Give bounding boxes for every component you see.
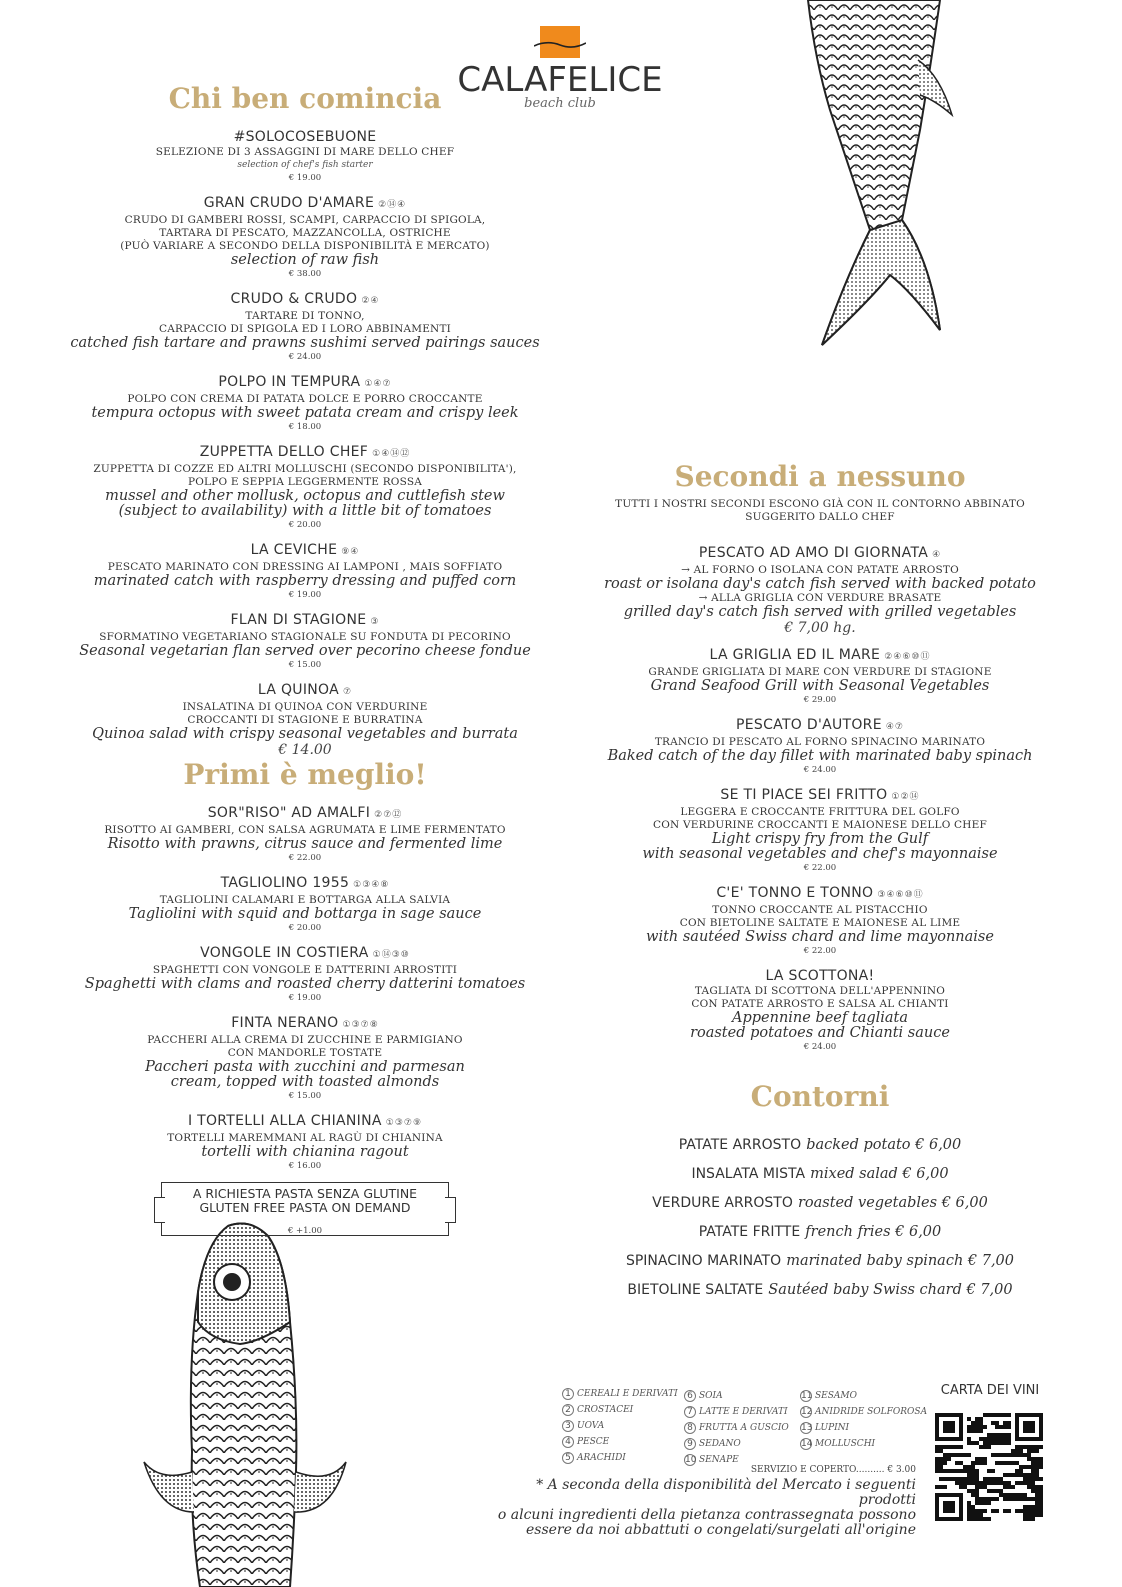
dish-description-it: TAGLIATA DI SCOTTONA DELL'APPENNINO xyxy=(694,985,946,997)
dish-name xyxy=(585,544,1055,564)
allergen-entry xyxy=(800,1388,927,1404)
dish-description-en: (subject to availability) with a little bit of tomatoes xyxy=(118,503,492,519)
dish-description-it: TAGLIOLINI CALAMARI E BOTTARGA ALLA SALVIA xyxy=(159,894,451,906)
dish-description-it: TONNO CROCCANTE AL PISTACCHIO xyxy=(712,904,928,916)
firsts-list xyxy=(70,804,540,1172)
dish-name xyxy=(70,373,540,393)
dish-description-en: cream, topped with toasted almonds xyxy=(170,1074,440,1090)
seconds-list xyxy=(585,544,1055,1053)
allergen-codes: ①②⑭ xyxy=(891,792,920,802)
gluten-free-line-en: GLUTEN FREE PASTA ON DEMAND xyxy=(199,1200,411,1215)
side-dish-name: VERDURE ARROSTO xyxy=(652,1195,793,1211)
dish-price: € 22.00 xyxy=(803,863,837,873)
menu-item xyxy=(70,290,540,363)
dish-price: € 29.00 xyxy=(803,695,837,705)
dish-name-text: POLPO IN TEMPURA xyxy=(218,374,361,390)
allergen-codes: ①③⑦⑨ xyxy=(385,1118,423,1128)
dish-description-en: tempura octopus with sweet patata cream and crispy leek xyxy=(91,405,519,421)
section-title-starters: Chi ben comincia xyxy=(168,82,442,115)
dish-description-en: Spaghetti with clams and roasted cherry datterini tomatoes xyxy=(84,976,526,992)
allergen-codes: ③④⑥⑩⑪ xyxy=(877,890,924,900)
dish-description-it: CARPACCIO DI SPIGOLA ED I LORO ABBINAMENTI xyxy=(159,323,451,335)
dish-description-it: TARTARA DI PESCATO, MAZZANCOLLA, OSTRICHE xyxy=(159,227,451,239)
allergen-number: 4 xyxy=(562,1436,574,1448)
wine-list-qr-code[interactable] xyxy=(935,1413,1043,1521)
footnote-line: o alcuni ingredienti della pietanza contrassegnata possono xyxy=(497,1507,916,1523)
allergen-number: 7 xyxy=(684,1406,696,1418)
menu-item xyxy=(585,884,1055,957)
dish-description-it: LEGGERA E CROCCANTE FRITTURA DEL GOLFO xyxy=(680,806,960,818)
allergen-number: 3 xyxy=(562,1420,574,1432)
dish-price: € 19.00 xyxy=(288,590,322,600)
dish-description-it: SFORMATINO VEGETARIANO STAGIONALE SU FONDUTA DI PECORINO xyxy=(99,631,511,643)
dish-name xyxy=(70,128,540,146)
allergen-entry xyxy=(684,1404,789,1420)
dish-description-it: CON PATATE ARROSTO E SALSA AL CHIANTI xyxy=(691,998,949,1010)
dish-description-it: POLPO E SEPPIA LEGGERMENTE ROSSA xyxy=(187,476,422,488)
dish-name-text: CRUDO & CRUDO xyxy=(230,291,358,307)
menu-item xyxy=(70,874,540,934)
sides-section xyxy=(585,1080,1055,1304)
menu-item xyxy=(70,194,540,280)
fish-head-illustration xyxy=(140,1222,360,1587)
dish-price: € 20.00 xyxy=(288,520,322,530)
firsts-section xyxy=(70,758,540,1236)
menu-item xyxy=(70,681,540,758)
dish-price: € 15.00 xyxy=(288,1091,322,1101)
dish-description-it: → ALLA GRIGLIA CON VERDURE BRASATE xyxy=(698,592,942,604)
dish-name-text: LA GRIGLIA ED IL MARE xyxy=(709,647,881,663)
menu-item xyxy=(70,443,540,531)
dish-description-it: PACCHERI ALLA CREMA DI ZUCCHINE E PARMIGIANO xyxy=(147,1034,463,1046)
allergen-number: 13 xyxy=(801,1423,813,1433)
dish-price: € 15.00 xyxy=(288,660,322,670)
dish-description-en: with sautéed Swiss chard and lime mayonnaise xyxy=(646,929,994,945)
allergen-number: 8 xyxy=(684,1422,696,1434)
dish-description-en: Appennine beef tagliata xyxy=(731,1010,909,1026)
side-dish-description: Sautéed baby Swiss chard € 7,00 xyxy=(768,1282,1013,1298)
menu-item xyxy=(70,1014,540,1102)
dish-name xyxy=(585,786,1055,806)
allergen-codes: ⑦ xyxy=(343,687,353,697)
side-dish-description: backed potato € 6,00 xyxy=(806,1137,962,1153)
side-dish-name: PATATE FRITTE xyxy=(698,1224,801,1240)
dish-name-text: PESCATO AD AMO DI GIORNATA xyxy=(698,545,929,561)
dish-description-it: → AL FORNO O ISOLANA CON PATATE ARROSTO xyxy=(681,564,959,576)
side-dish-description: mixed salad € 6,00 xyxy=(810,1166,949,1182)
dish-name-text: GRAN CRUDO D'AMARE xyxy=(203,195,375,211)
menu-item xyxy=(70,128,540,184)
allergen-entry xyxy=(684,1388,789,1404)
allergen-codes: ②④⑥⑩⑪ xyxy=(884,652,931,662)
footnote-line: essere da noi abbattuti o congelati/surgelati all'origine xyxy=(525,1522,916,1538)
allergen-number: 10 xyxy=(685,1455,697,1465)
allergen-codes: ③ xyxy=(370,617,380,627)
allergen-codes: ②⑦⑫ xyxy=(374,810,403,820)
menu-item xyxy=(585,716,1055,776)
dish-description-en: Grand Seafood Grill with Seasonal Vegetables xyxy=(650,678,990,694)
allergen-entry xyxy=(562,1402,678,1418)
section-title-seconds: Secondi a nessuno xyxy=(674,460,966,493)
dish-price: € 22.00 xyxy=(288,853,322,863)
dish-name xyxy=(585,716,1055,736)
menu-item xyxy=(70,804,540,864)
brand-tagline: beach club xyxy=(524,96,596,111)
allergen-codes: ①④⑦ xyxy=(364,379,392,389)
dish-price: € 38.00 xyxy=(288,269,322,279)
dish-name-text: C'E' TONNO E TONNO xyxy=(716,885,874,901)
allergen-label: ARACHIDI xyxy=(577,1453,626,1463)
dish-name xyxy=(70,541,540,561)
allergen-entry xyxy=(800,1420,927,1436)
side-dish-item xyxy=(585,1188,1055,1217)
dish-description-en: tortelli with chianina ragout xyxy=(201,1144,409,1160)
allergen-codes: ④ xyxy=(932,550,942,560)
dish-name-text: PESCATO D'AUTORE xyxy=(736,717,882,733)
dish-name-text: SOR"RISO" AD AMALFI xyxy=(207,805,371,821)
dish-name xyxy=(70,874,540,894)
allergen-codes: ①④⑭⑫ xyxy=(372,449,411,459)
dish-name xyxy=(70,194,540,214)
allergen-label: MOLLUSCHI xyxy=(815,1439,876,1449)
dish-price: € 16.00 xyxy=(288,1161,322,1171)
allergen-codes: ④⑦ xyxy=(885,722,904,732)
allergen-codes: ①③⑦⑧ xyxy=(342,1020,379,1030)
dish-description-en: Baked catch of the day fillet with marinated baby spinach xyxy=(607,748,1033,764)
dish-price: € 7,00 hg. xyxy=(784,620,856,636)
dish-name-text: FINTA NERANO xyxy=(231,1015,339,1031)
dish-description-it: CON BIETOLINE SALTATE E MAIONESE AL LIME xyxy=(679,917,961,929)
allergen-number: 12 xyxy=(801,1407,813,1417)
side-dish-description: french fries € 6,00 xyxy=(805,1224,942,1240)
dish-description-it: CON VERDURINE CROCCANTI E MAIONESE DELLO CHEF xyxy=(653,819,987,831)
allergen-label: PESCE xyxy=(577,1437,610,1447)
gluten-free-price: € +1.00 xyxy=(287,1226,323,1236)
dish-description-en: Light crispy fry from the Gulf xyxy=(711,831,929,847)
side-dish-item xyxy=(585,1275,1055,1304)
allergen-column xyxy=(684,1388,789,1468)
dish-name-text: FLAN DI STAGIONE xyxy=(230,612,367,628)
dish-price: € 19.00 xyxy=(288,993,322,1003)
dish-description-it: RISOTTO AI GAMBERI, CON SALSA AGRUMATA E LIME FERMENTATO xyxy=(104,824,506,836)
menu-item xyxy=(70,1112,540,1172)
allergen-number: 9 xyxy=(684,1438,696,1450)
allergen-label: FRUTTA A GUSCIO xyxy=(699,1423,789,1433)
dish-description-en: grilled day's catch fish served with grilled vegetables xyxy=(623,604,1017,620)
dish-price: € 24.00 xyxy=(288,352,322,362)
seconds-intro-2: SUGGERITO DALLO CHEF xyxy=(745,511,895,523)
dish-description-it: CON MANDORLE TOSTATE xyxy=(227,1047,383,1059)
dish-name-text: #SOLOCOSEBUONE xyxy=(233,129,377,145)
dish-name xyxy=(585,967,1055,985)
dish-name-text: TAGLIOLINO 1955 xyxy=(220,875,350,891)
dish-description-it: SELEZIONE DI 3 ASSAGGINI DI MARE DELLO CHEF xyxy=(155,146,455,158)
dish-description-it: POLPO CON CREMA DI PATATA DOLCE E PORRO CROCCANTE xyxy=(127,393,483,405)
allergen-label: SESAMO xyxy=(815,1391,857,1401)
dish-description-it: (PUÒ VARIARE A SECONDO DELLA DISPONIBILITÀ E MERCATO) xyxy=(120,240,490,252)
allergen-entry xyxy=(562,1418,678,1434)
allergen-entry xyxy=(684,1420,789,1436)
side-dish-name: INSALATA MISTA xyxy=(691,1166,806,1182)
allergen-number: 14 xyxy=(801,1439,813,1449)
starters-section xyxy=(70,82,540,768)
allergen-label: SEDANO xyxy=(699,1439,741,1449)
dish-description-en: roasted potatoes and Chianti sauce xyxy=(690,1025,950,1041)
allergen-label: CEREALI E DERIVATI xyxy=(577,1389,678,1399)
side-dish-item xyxy=(585,1130,1055,1159)
allergen-entry xyxy=(684,1436,789,1452)
dish-name xyxy=(70,1014,540,1034)
dish-description-it: CROCCANTI DI STAGIONE E BURRATINA xyxy=(187,714,423,726)
seconds-intro-1: TUTTI I NOSTRI SECONDI ESCONO GIÀ CON IL CONTORNO ABBINATO xyxy=(615,498,1025,510)
footnote-line: * A seconda della disponibilità del Mercato i seguenti prodotti xyxy=(536,1477,916,1508)
side-dish-item xyxy=(585,1217,1055,1246)
dish-description-en: with seasonal vegetables and chef's mayonnaise xyxy=(642,846,998,862)
allergen-number: 11 xyxy=(801,1391,813,1401)
footnote xyxy=(480,1478,916,1538)
menu-item xyxy=(70,944,540,1004)
allergen-number: 2 xyxy=(562,1404,574,1416)
dish-name-text: I TORTELLI ALLA CHIANINA xyxy=(187,1113,382,1129)
menu-item xyxy=(70,611,540,671)
gluten-free-box xyxy=(161,1182,449,1236)
allergen-label: CROSTACEI xyxy=(577,1405,634,1415)
dish-price: € 22.00 xyxy=(803,946,837,956)
service-charge: SERVIZIO E COPERTO.......... € 3.00 xyxy=(750,1465,916,1475)
dish-description-it: TORTELLI MAREMMANI AL RAGÙ DI CHIANINA xyxy=(167,1132,443,1144)
fish-tail-illustration xyxy=(790,0,960,350)
dish-description-it: TRANCIO DI PESCATO AL FORNO SPINACINO MARINATO xyxy=(654,736,986,748)
allergen-label: UOVA xyxy=(577,1421,605,1431)
seconds-section xyxy=(585,460,1055,1063)
allergen-number: 5 xyxy=(562,1452,574,1464)
allergen-number: 1 xyxy=(562,1388,574,1400)
allergen-number: 6 xyxy=(684,1390,696,1402)
dish-description-en: selection of raw fish xyxy=(230,252,380,268)
dish-name xyxy=(70,443,540,463)
dish-description-en: marinated catch with raspberry dressing and puffed corn xyxy=(93,573,517,589)
side-dish-description: marinated baby spinach € 7,00 xyxy=(786,1253,1015,1269)
dish-description-it: INSALATINA DI QUINOA CON VERDURINE xyxy=(182,701,428,713)
dish-name-text: LA QUINOA xyxy=(257,682,339,698)
menu-item xyxy=(585,544,1055,636)
allergen-entry xyxy=(562,1450,678,1466)
dish-description-en: catched fish tartare and prawns sushimi served pairings sauces xyxy=(70,335,540,351)
dish-name xyxy=(70,1112,540,1132)
logo-mark xyxy=(540,26,580,58)
menu-item xyxy=(585,786,1055,874)
menu-item xyxy=(70,373,540,433)
menu-item xyxy=(585,967,1055,1053)
allergen-column xyxy=(800,1388,927,1452)
dish-description-it: ZUPPETTA DI COZZE ED ALTRI MOLLUSCHI (SECONDO DISPONIBILITA'), xyxy=(93,463,517,475)
allergen-entry xyxy=(800,1404,927,1420)
allergen-label: SOIA xyxy=(699,1391,723,1401)
dish-description-it: SPAGHETTI CON VONGOLE E DATTERINI ARROSTITI xyxy=(152,964,458,976)
dish-name-text: ZUPPETTA DELLO CHEF xyxy=(199,444,369,460)
side-dish-item xyxy=(585,1159,1055,1188)
dish-description-en: Tagliolini with squid and bottarga in sage sauce xyxy=(128,906,482,922)
dish-description-en: roast or isolana day's catch fish served with backed potato xyxy=(604,576,1036,592)
dish-name xyxy=(585,884,1055,904)
allergen-codes: ②④ xyxy=(361,296,380,306)
brand-name: CALAFELICE xyxy=(457,60,663,100)
side-dish-name: PATATE ARROSTO xyxy=(678,1137,802,1153)
allergen-codes: ②⑭④ xyxy=(378,200,407,210)
dish-description-it: CRUDO DI GAMBERI ROSSI, SCAMPI, CARPACCIO DI SPIGOLA, xyxy=(124,214,486,226)
section-title-sides: Contorni xyxy=(750,1080,890,1113)
dish-name-text: VONGOLE IN COSTIERA xyxy=(200,945,369,961)
dish-price: € 24.00 xyxy=(803,1042,837,1052)
side-dish-name: SPINACINO MARINATO xyxy=(625,1253,782,1269)
allergen-column xyxy=(562,1386,678,1466)
allergen-entry xyxy=(800,1436,927,1452)
allergen-codes: ①③④⑧ xyxy=(353,880,390,890)
dish-description-en: Risotto with prawns, citrus sauce and fermented lime xyxy=(107,836,503,852)
dish-name xyxy=(70,681,540,701)
gluten-free-line-it: A RICHIESTA PASTA SENZA GLUTINE xyxy=(192,1186,418,1201)
dish-name xyxy=(70,290,540,310)
allergen-codes: ①⑭③⑩ xyxy=(372,950,410,960)
allergen-codes: ⑨④ xyxy=(341,547,360,557)
allergen-label: SENAPE xyxy=(699,1455,739,1465)
sides-list xyxy=(585,1130,1055,1304)
allergen-label: LUPINI xyxy=(815,1423,850,1433)
dish-price: € 18.00 xyxy=(288,422,322,432)
dish-description-it: PESCATO MARINATO CON DRESSING AI LAMPONI , MAIS SOFFIATO xyxy=(107,561,503,573)
menu-item xyxy=(70,541,540,601)
allergen-entry xyxy=(562,1434,678,1450)
side-dish-description: roasted vegetables € 6,00 xyxy=(797,1195,988,1211)
dish-name-text: LA CEVICHE xyxy=(250,542,338,558)
dish-name xyxy=(585,646,1055,666)
allergen-label: LATTE E DERIVATI xyxy=(699,1407,788,1417)
allergen-label: ANIDRIDE SOLFOROSA xyxy=(815,1407,928,1417)
dish-description-en: Quinoa salad with crispy seasonal vegetables and burrata xyxy=(92,726,518,742)
dish-name xyxy=(70,804,540,824)
dish-price: € 19.00 xyxy=(288,173,322,183)
side-dish-name: BIETOLINE SALTATE xyxy=(627,1282,764,1298)
dish-description-en: selection of chef's fish starter xyxy=(237,160,373,170)
wine-list-label: CARTA DEI VINI xyxy=(940,1383,1040,1398)
dish-name-text: LA SCOTTONA! xyxy=(765,968,875,984)
dish-name-text: SE TI PIACE SEI FRITTO xyxy=(720,787,888,803)
dish-description-it: TARTARE DI TONNO, xyxy=(245,310,365,322)
starters-list xyxy=(70,128,540,758)
dish-description-it: GRANDE GRIGLIATA DI MARE CON VERDURE DI STAGIONE xyxy=(648,666,992,678)
dish-description-en: Seasonal vegetarian flan served over pecorino cheese fondue xyxy=(79,643,531,659)
dish-name xyxy=(70,611,540,631)
side-dish-item xyxy=(585,1246,1055,1275)
menu-item xyxy=(585,646,1055,706)
dish-price: € 24.00 xyxy=(803,765,837,775)
section-title-firsts: Primi è meglio! xyxy=(183,758,427,791)
dish-price: € 14.00 xyxy=(278,742,332,758)
dish-name xyxy=(70,944,540,964)
dish-price: € 20.00 xyxy=(288,923,322,933)
allergen-entry xyxy=(562,1386,678,1402)
dish-description-en: Paccheri pasta with zucchini and parmesan xyxy=(145,1059,465,1075)
dish-description-en: mussel and other mollusk, octopus and cuttlefish stew xyxy=(105,488,505,504)
